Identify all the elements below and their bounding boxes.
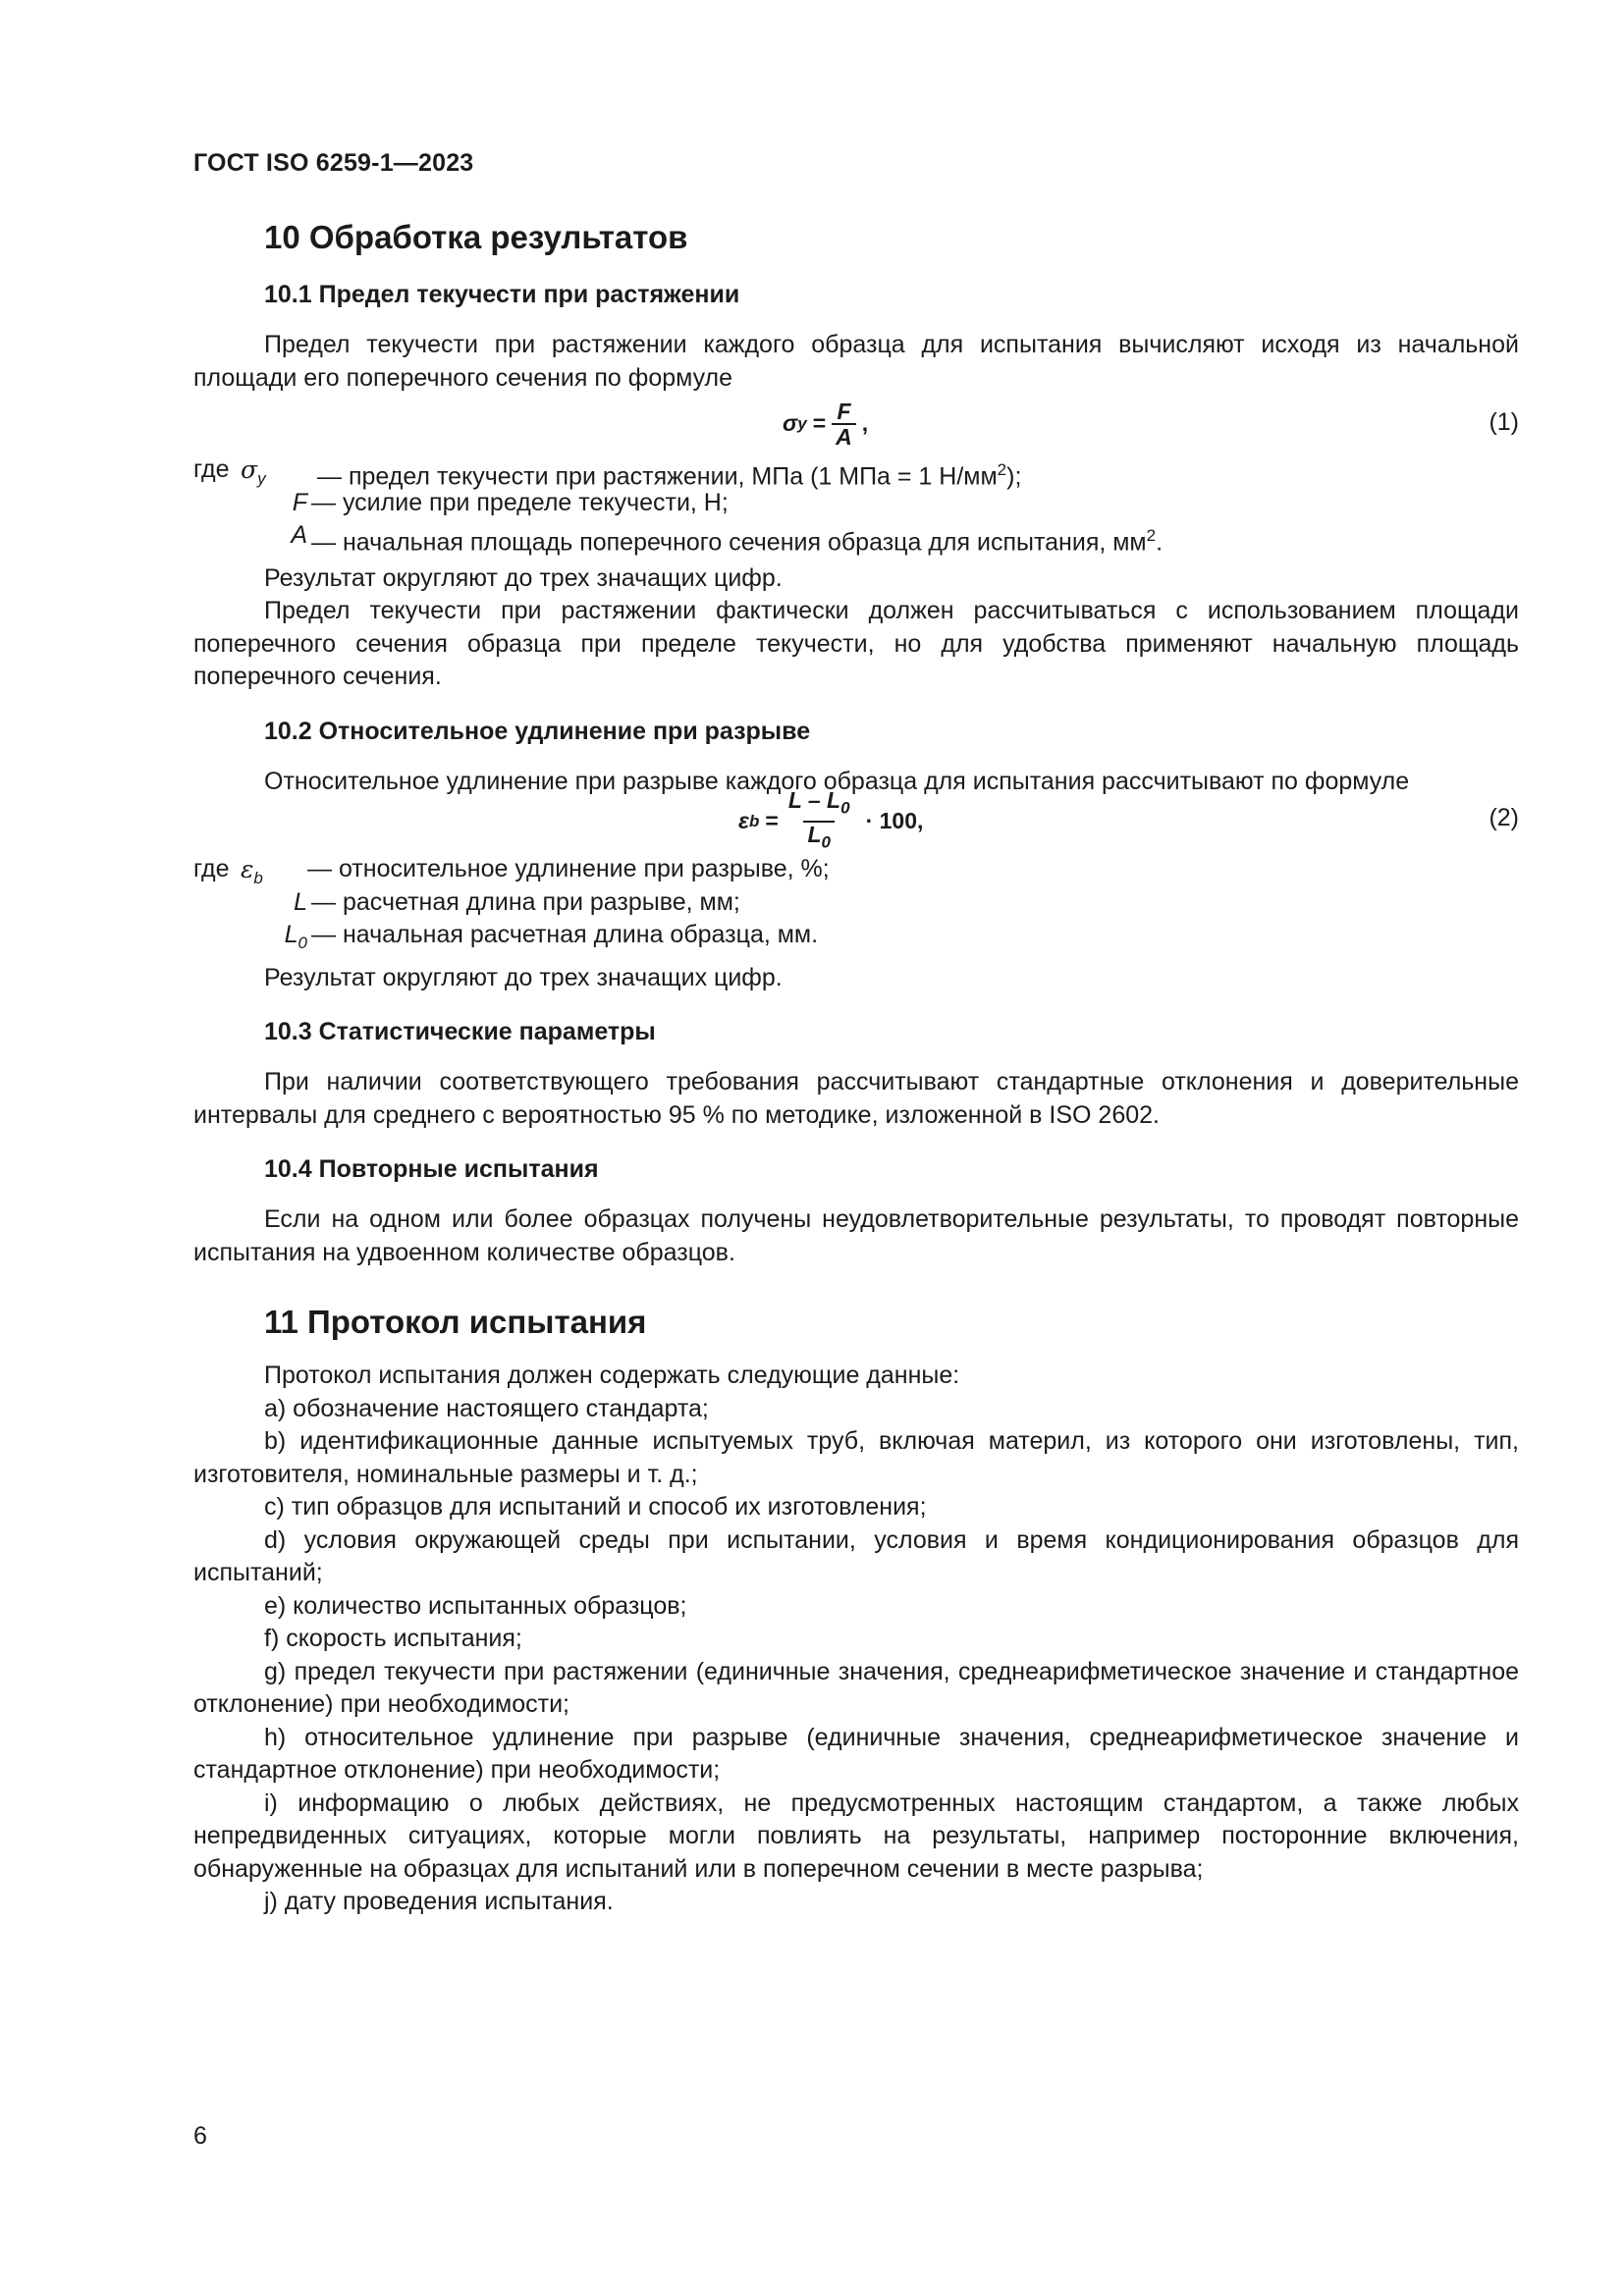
where-symbol: F — [292, 488, 307, 516]
where-desc-text: начальная расчетная длина образца, мм. — [342, 921, 819, 948]
where-row-sigma — [193, 454, 1519, 491]
formula-2-num-sub: 0 — [840, 799, 850, 818]
where-desc-sup: 2 — [1146, 526, 1157, 545]
where-symbol: L — [294, 887, 307, 916]
formula-1-numerator: F — [837, 399, 851, 424]
where-row-l0 — [193, 919, 1519, 952]
document-header: ГОСТ ISO 6259-1—2023 — [193, 149, 474, 177]
formula-2-lhs-sub: b — [749, 812, 760, 831]
where-desc-sup: 2 — [997, 460, 1007, 479]
page-number: 6 — [193, 2122, 207, 2150]
where-desc-text: относительное удлинение при разрыве, %; — [338, 855, 830, 882]
where-desc-end: . — [1156, 528, 1164, 557]
symbol-epsilon-sub: b — [253, 869, 263, 887]
formula-2 — [738, 787, 924, 852]
subsection-10-1-note: Предел текучести при растяжении фактически должен рассчитываться с использованием площади поперечного сечения образца при пределе текучести, но для удобства применяют начальную площадь поперечного сечения. — [193, 597, 1519, 690]
list-item: a) обозначение настоящего стандарта; — [264, 1394, 709, 1422]
subsection-10-3-heading: 10.3 Статистические параметры — [264, 1018, 656, 1045]
where-desc-end: ); — [1006, 462, 1022, 491]
page-content — [193, 218, 1519, 1919]
list-item: h) относительное удлинение при разрыве (единичные значения, среднеарифметическое значение и стандартное отклонение) при необходимости; — [193, 1723, 1519, 1784]
formula-1-lhs-sub: y — [797, 414, 807, 434]
subsection-10-2-intro: Относительное удлинение при разрыве каждого образца для испытания рассчитывают по формуле — [264, 767, 1410, 795]
list-item: j) дату проведения испытания. — [264, 1888, 614, 1915]
subsection-10-2-heading: 10.2 Относительное удлинение при разрыве — [264, 717, 811, 745]
symbol-l0-sub: 0 — [298, 934, 307, 952]
section-11-intro: Протокол испытания должен содержать следующие данные: — [264, 1362, 960, 1389]
list-item: b) идентификационные данные испытуемых труб, включая материл, из которого они изготовлены, тип, изготовителя, номинальные размеры и т. д.; — [193, 1427, 1519, 1488]
where-description: — расчетная длина при разрыве, мм; — [311, 887, 740, 916]
formula-1-lhs: σ — [783, 410, 798, 437]
formula-1-tail: , — [861, 410, 869, 437]
formula-2-tail: · 100, — [865, 808, 924, 834]
symbol-epsilon: ε — [241, 855, 254, 883]
subsection-10-3-text: При наличии соответствующего требования рассчитывают стандартные отклонения и доверительные интервалы для среднего с вероятностью 95 % по методике, изложенной в ISO 2602. — [193, 1068, 1519, 1129]
subsection-10-2-round-note: Результат округляют до трех значащих цифр. — [264, 963, 783, 991]
where-description: — усилие при пределе текучести, Н; — [311, 488, 729, 516]
subsection-10-1-round-note: Результат округляют до трех значащих цифр. — [264, 563, 783, 592]
where-row-l — [193, 886, 1519, 920]
section-10-heading: 10 Обработка результатов — [264, 219, 688, 255]
list-item: f) скорость испытания; — [264, 1625, 522, 1652]
formula-2-num-text: L – L — [787, 787, 841, 814]
section-11-heading: 11 Протокол испытания — [264, 1304, 647, 1340]
list-item: i) информацию о любых действиях, не предусмотренных настоящим стандартом, а также любых непредвиденных ситуациях, которые могли повлиять на результаты, например посторонние включения, обнаруженные на образцах для испытаний или в поперечном сечении в месте разрыва; — [193, 1789, 1519, 1883]
formula-2-denominator — [803, 821, 835, 855]
where-desc-text: предел текучести при растяжении, МПа (1 МПа = 1 Н/мм — [348, 462, 998, 491]
where-description: — начальная площадь поперечного сечения образца для испытания, $мм^2$. — [311, 526, 1164, 557]
where-desc-text: усилие при пределе текучести, Н; — [342, 488, 729, 516]
subsection-10-1-heading: 10.1 Предел текучести при растяжении — [264, 281, 740, 308]
where-row-epsilon — [193, 853, 1519, 886]
where-symbol: A — [291, 521, 307, 549]
list-item: d) условия окружающей среды при испытании, условия и время кондиционирования образцов для испытаний; — [193, 1525, 1519, 1586]
list-item: c) тип образцов для испытаний и способ их изготовления; — [264, 1493, 927, 1521]
subsection-10-4-text: Если на одном или более образцах получены неудовлетворительные результаты, то проводят повторные испытания на удвоенном количестве образцов. — [193, 1205, 1519, 1266]
where-row-a — [193, 519, 1519, 557]
formula-2-row — [193, 787, 1519, 853]
where-prefix: где — [193, 855, 230, 882]
symbol-sigma: σ — [241, 455, 258, 484]
formula-1-row — [193, 395, 1519, 454]
where-desc-text: начальная площадь поперечного сечения образца для испытания, мм — [342, 528, 1147, 557]
formula-2-numerator — [785, 788, 854, 821]
formula-1 — [783, 395, 868, 454]
where-symbol — [243, 919, 307, 960]
subsection-10-1-intro: Предел текучести при растяжении каждого образца для испытания вычисляют исходя из начальной площади его поперечного сечения по формуле — [193, 331, 1519, 392]
formula-2-fraction — [785, 788, 854, 854]
list-item: g) предел текучести при растяжении (единичные значения, среднеарифметическое значение и стандартное отклонение) при необходимости; — [193, 1657, 1519, 1718]
symbol-sigma-sub: y — [257, 469, 266, 488]
where-row-f — [193, 487, 1519, 520]
formula-2-lhs: ε — [738, 808, 750, 834]
symbol-l0: L — [284, 921, 298, 948]
where-desc-text: расчетная длина при разрыве, мм; — [342, 887, 740, 916]
list-item: e) количество испытанных образцов; — [264, 1591, 687, 1620]
formula-1-number: (1) — [1489, 408, 1519, 436]
where-description: — начальная расчетная длина образца, мм. — [311, 921, 819, 948]
formula-2-den-sub: 0 — [821, 832, 831, 852]
where-description: — предел текучести при растяжении, МПа (1 МПа = 1 $Н/мм^2$); — [317, 460, 1022, 491]
where-prefix: где — [193, 455, 230, 483]
formula-1-equals: = — [812, 410, 827, 437]
formula-2-number: (2) — [1489, 804, 1519, 831]
subsection-10-4-heading: 10.4 Повторные испытания — [264, 1155, 599, 1183]
formula-1-fraction — [832, 400, 856, 449]
formula-1-denominator: A — [832, 423, 856, 449]
formula-2-equals: = — [765, 808, 779, 834]
where-description: — относительное удлинение при разрыве, %; — [307, 855, 830, 882]
formula-2-den-text: L — [807, 822, 822, 847]
